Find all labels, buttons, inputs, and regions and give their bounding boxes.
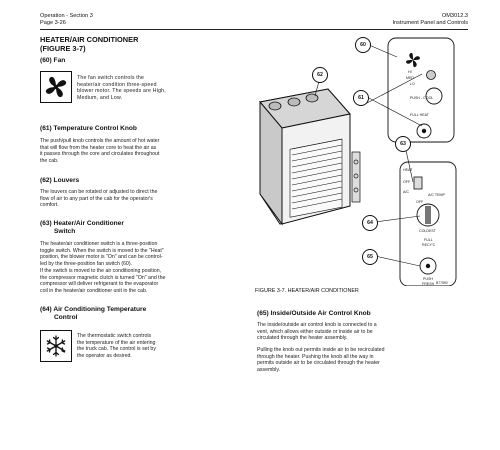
header-right [392,13,468,27]
figure-part-number: B77590 [436,281,448,285]
callout-60: 60 [355,37,371,53]
inside-outside-line: Pulling the knob out permits inside air to be recirculated [257,347,385,353]
header-section: Operation - Section 3 [40,13,93,19]
temp-knob-line: it passes through the core and circulates throughout [40,151,160,158]
inside-outside-line: circulated through the heater assembly. [257,335,348,342]
callout-65: 65 [362,249,378,265]
ac-switch-line: If the switch is moved to the air conditioning position, [40,267,162,274]
louvers-line: flow of air to any part of the cab for the operator's [40,195,153,202]
inside-outside-line: vent, which allows either outside or inside air to be [257,328,373,335]
label-coldest: COLDEST [419,229,436,233]
louvers-description [40,189,245,209]
fan-line: blower motor. The speeds are High, [77,88,166,95]
temp-knob-line: that will flow from the heater core to heat the air as [40,144,157,151]
inside-outside-description-b [257,347,469,374]
ac-temp-line: the truck cab. The control is set by [77,346,156,353]
section-title-line1: HEATER/AIR CONDITIONER [40,35,139,44]
section-title [40,36,138,53]
ac-temp-heading-line1: (64) Air Conditioning Temperature [40,306,147,313]
label-ac-temp: A/C TEMP [428,193,445,197]
inside-outside-description-a [257,322,469,342]
label-off2: OFF [416,200,424,204]
label-fresh: FRESH [422,282,435,286]
ac-switch-line: position, the blower motor is "On" and can be control- [40,254,163,261]
ac-temp-description [77,333,242,360]
temp-knob-line: the cab. [40,158,59,165]
ac-temp-line: the temperature of the air entering [77,339,156,346]
ac-temp-line: the operator as desired. [77,353,132,360]
ac-switch-heading-line1: (63) Heater/Air Conditioner [40,220,124,227]
snowflake-icon-box [40,330,72,362]
header-rule [40,29,468,30]
figure-caption: FIGURE 3-7. HEATER/AIR CONDITIONER [255,288,359,294]
callout-64: 64 [362,215,378,231]
ac-temp-heading-line2: Control [54,314,78,321]
inside-outside-line: assembly. [257,367,280,374]
louvers-line: The louvers can be rotated or adjusted to direct the [40,189,158,195]
label-recyc: RECY'C [422,243,436,247]
label-med: MED [406,76,414,80]
inside-outside-line: through the heater. Pushing the knob all the way in [257,353,374,360]
header-page: Page 3-26 [40,20,66,26]
snowflake-icon [41,331,71,361]
label-push: PUSH [423,277,433,281]
label-hi: HI [408,70,412,74]
callout-63: 63 [395,136,411,152]
label-ac: A/C [403,190,409,194]
temp-knob-heading: (61) Temperature Control Knob [40,125,137,132]
ac-temp-line: The thermostatic switch controls [77,333,152,339]
louvers-line: comfort. [40,202,59,209]
fan-line: The fan switch controls the [77,75,145,81]
ac-switch-line: the compressor magnetic clutch is turned "On" and the [40,274,166,281]
ac-temp-heading [40,306,146,322]
fan-icon [41,72,71,102]
fan-description [77,75,242,102]
fan-line: heater/air condition three-speed [77,81,157,88]
fan-heading: (60) Fan [40,57,66,64]
label-full-heat: FULL HEAT [410,113,429,117]
ac-switch-line: toggle switch. When the switch is moved to the "Heat" [40,247,164,254]
inside-outside-line: permits outside air to be circulated through the heater [257,360,380,367]
ac-switch-line: led by the three-position fan switch (60). [40,261,132,268]
ac-switch-line: coil in the heater/air conditioner unit in the cab. [40,287,148,294]
inside-outside-line: The inside/outside air control knob is connected to a [257,322,377,328]
ac-switch-description [40,241,245,295]
header-doc-number: OM3012.3 [441,13,468,19]
louvers-heading: (62) Louvers [40,177,80,184]
header-chapter: Instrument Panel and Controls [392,20,468,26]
fan-line: Medium, and Low. [77,95,123,102]
temp-knob-description [40,138,245,165]
label-lo: LO [410,82,415,86]
section-title-line2: (FIGURE 3-7) [40,43,86,53]
callout-62: 62 [312,67,328,83]
heater-unit-drawing [250,34,468,286]
label-heat: HEAT [403,168,413,172]
ac-switch-line: compressor will deliver refrigerant to the evaporator [40,281,159,288]
ac-switch-heading-line2: Switch [54,228,76,235]
temp-knob-line: The push/pull knob controls the amount of hot water [40,138,160,144]
fan-icon-box [40,71,72,103]
figure-illustration [250,34,468,286]
ac-switch-heading [40,220,124,236]
header-left [40,13,93,27]
label-full: FULL [424,238,433,242]
ac-switch-line: The heater/air conditioner switch is a three-position [40,241,158,247]
label-push-cool: PUSH - COOL [410,96,434,100]
callout-61: 61 [353,90,369,106]
inside-outside-heading: (65) Inside/Outside Air Control Knob [257,310,371,317]
label-off: OFF [403,180,411,184]
